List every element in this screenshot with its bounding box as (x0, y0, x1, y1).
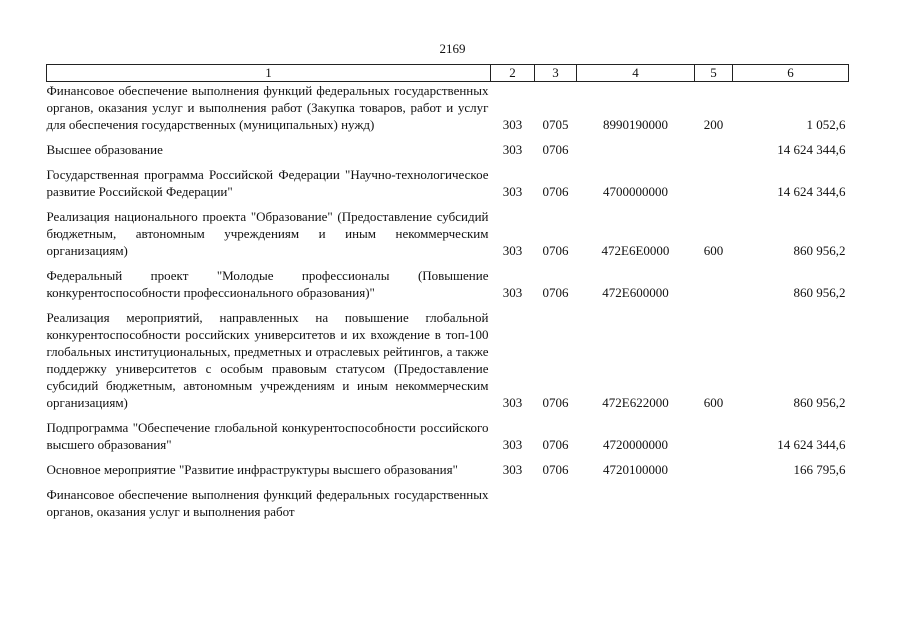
row-expense-type: 600 (703, 395, 724, 410)
row-expense-type (695, 419, 733, 453)
column-header-2: 2 (491, 65, 535, 82)
row-section-code (535, 486, 577, 520)
row-section-code: 0705 (542, 117, 569, 132)
column-header-5: 5 (695, 65, 733, 82)
row-description: Основное мероприятие "Развитие инфраструктуры высшего образования" (46, 462, 458, 477)
row-ministry-code: 303 (502, 142, 523, 157)
table-row (47, 309, 849, 411)
table-row (47, 486, 849, 520)
table-row (47, 82, 849, 134)
row-section-code: 0706 (542, 142, 569, 157)
row-description: Подпрограмма "Обеспечение глобальной конкурентоспособности российского высшего образования" (46, 420, 489, 452)
row-amount: 14 624 344,6 (777, 184, 846, 199)
table-row (47, 267, 849, 301)
row-target-article: 472E6E0000 (601, 243, 670, 258)
row-target-article: 472E622000 (602, 395, 669, 410)
row-target-article: 4720100000 (603, 462, 668, 477)
table-row (47, 208, 849, 259)
row-ministry-code: 303 (502, 184, 523, 199)
row-amount: 14 624 344,6 (777, 437, 846, 452)
row-expense-type (695, 267, 733, 301)
row-description: Финансовое обеспечение выполнения функций федеральных государственных органов, оказания услуг и выполнения работ (Закупка товаров, работ и услуг для обеспечения государственных (муниципальных) нужд) (46, 83, 489, 132)
row-ministry-code: 303 (502, 437, 523, 452)
row-ministry-code: 303 (502, 285, 523, 300)
row-expense-type (695, 141, 733, 158)
row-description: Реализация мероприятий, направленных на повышение глобальной конкурентоспособности российских университетов и их вхождение в топ-100 глобальных институциональных, предметных и отраслевых рейтингов, а также поддержку университетов с особым правовым статусом (Предоставление субсидий бюджетным, автономным учреждениям и иным некоммерческим организациям) (46, 310, 489, 410)
table-row (47, 461, 849, 478)
table-row (47, 141, 849, 158)
row-ministry-code: 303 (502, 117, 523, 132)
table-row (47, 166, 849, 200)
row-expense-type: 600 (703, 243, 724, 258)
row-section-code: 0706 (542, 437, 569, 452)
row-amount: 860 956,2 (793, 285, 846, 300)
column-number-header-row (47, 65, 849, 82)
row-amount: 1 052,6 (806, 117, 846, 132)
row-section-code: 0706 (542, 243, 569, 258)
row-description: Государственная программа Российской Федерации "Научно-технологическое развитие Российской Федерации" (46, 167, 489, 199)
row-section-code: 0706 (542, 462, 569, 477)
row-ministry-code: 303 (502, 395, 523, 410)
row-description: Реализация национального проекта "Образование" (Предоставление субсидий бюджетным, автономным учреждениям и иным некоммерческим организациям) (46, 209, 489, 258)
row-expense-type (695, 166, 733, 200)
row-target-article: 472E600000 (602, 285, 669, 300)
row-expense-type: 200 (703, 117, 724, 132)
row-amount: 860 956,2 (793, 243, 846, 258)
row-amount: 860 956,2 (793, 395, 846, 410)
row-target-article: 8990190000 (603, 117, 668, 132)
column-header-3: 3 (535, 65, 577, 82)
column-header-6: 6 (733, 65, 849, 82)
row-ministry-code: 303 (502, 243, 523, 258)
table-row (47, 419, 849, 453)
row-section-code: 0706 (542, 285, 569, 300)
row-section-code: 0706 (542, 184, 569, 199)
row-description: Высшее образование (46, 142, 163, 157)
row-target-article (577, 141, 695, 158)
budget-table (46, 64, 849, 520)
row-description: Финансовое обеспечение выполнения функций федеральных государственных органов, оказания услуг и выполнения работ (46, 487, 489, 519)
row-expense-type (695, 486, 733, 520)
row-ministry-code (491, 486, 535, 520)
row-expense-type (695, 461, 733, 478)
row-target-article: 4700000000 (603, 184, 668, 199)
row-ministry-code: 303 (502, 462, 523, 477)
row-amount: 166 795,6 (793, 462, 846, 477)
row-description: Федеральный проект "Молодые профессионалы (Повышение конкурентоспособности профессионального образования)" (46, 268, 489, 300)
row-amount: 14 624 344,6 (777, 142, 846, 157)
column-header-1: 1 (47, 65, 491, 82)
column-header-4: 4 (577, 65, 695, 82)
page-number: 2169 (439, 41, 466, 56)
row-amount (733, 486, 849, 520)
row-section-code: 0706 (542, 395, 569, 410)
row-target-article (577, 486, 695, 520)
row-target-article: 4720000000 (603, 437, 668, 452)
